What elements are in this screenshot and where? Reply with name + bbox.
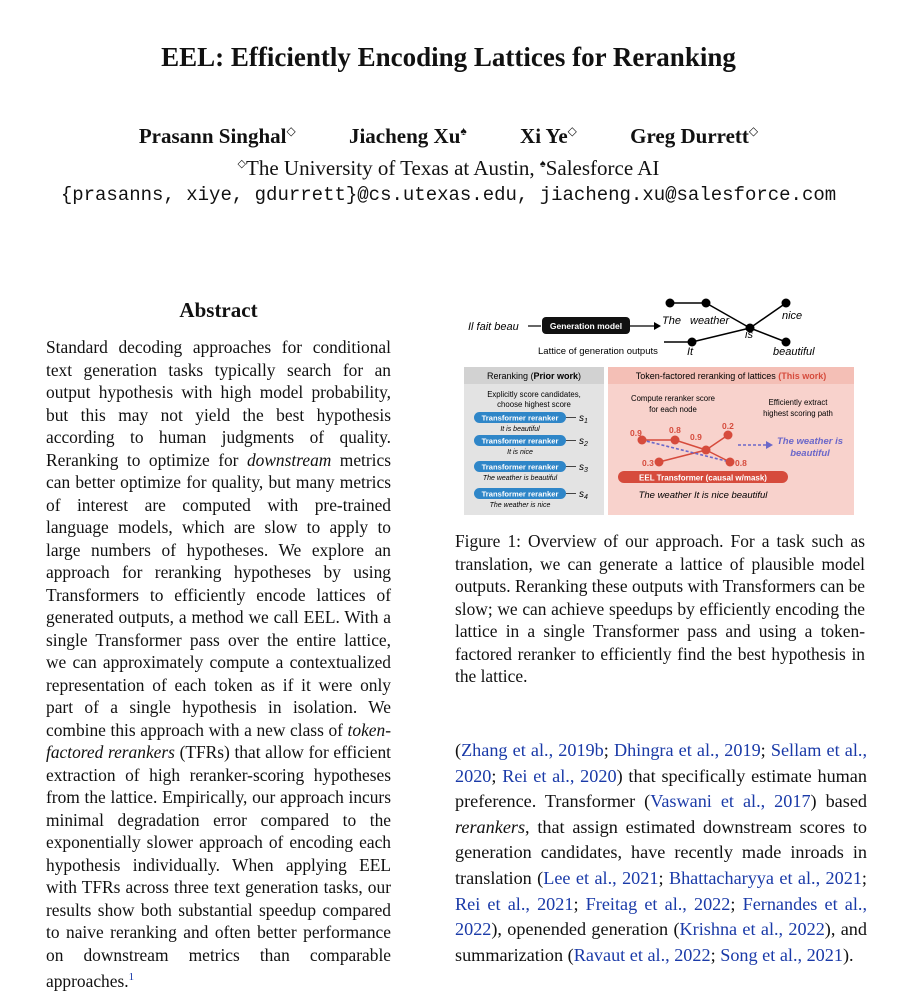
eel-transformer-label: EEL Transformer (causal w/mask)	[639, 473, 767, 483]
svg-text:Transformer reranker: Transformer reranker	[481, 489, 559, 499]
lattice-word: It	[687, 346, 694, 358]
citation-link[interactable]: Rei et al., 2021	[455, 893, 574, 914]
input-sentence: Il fait beau	[468, 321, 519, 333]
node-score: 0.8	[735, 458, 747, 468]
citation-link[interactable]: Ravaut et al., 2022	[573, 944, 711, 965]
author: Jiacheng Xu♠	[348, 124, 467, 148]
paper-title: EEL: Efficiently Encoding Lattices for Reranking	[161, 42, 736, 72]
node-score: 0.8	[669, 425, 681, 435]
lattice-label: Lattice of generation outputs	[538, 346, 658, 357]
svg-text:It is nice: It is nice	[507, 449, 533, 456]
citation-link[interactable]: Freitag et al., 2022	[585, 893, 731, 914]
prior-work-desc: Explicitly score candidates,	[487, 390, 581, 399]
this-work-header: Token-factored reranking of lattices (This work)	[635, 371, 827, 381]
affiliations: ◇The University of Texas at Austin, ♠Salesforce AI	[237, 156, 660, 180]
svg-text:The weather is nice: The weather is nice	[489, 502, 551, 509]
svg-text:Transformer reranker: Transformer reranker	[481, 462, 559, 472]
prior-work-desc: choose highest score	[497, 400, 571, 409]
citation-link[interactable]: Dhingra et al., 2019	[613, 740, 761, 760]
prior-work-header: Reranking (Prior work)	[486, 371, 582, 381]
citation-link[interactable]: Sellam et al., 2020	[455, 740, 867, 786]
generation-model-label: Generation model	[549, 321, 623, 331]
svg-text:Transformer reranker: Transformer reranker	[481, 436, 559, 446]
abstract-text: Standard decoding approaches for conditional text generation tasks typically search for an output hypothesis with high model probability, but this may not yield the best hypothesis according to human judgments of quality. Reranking to optimize for downstream metrics can better optimize for quality, but many metrics of interest are computed with pre-trained language models, which are slow to apply to large numbers of hypotheses. We explore an approach for reranking hypotheses by using Transformers to efficiently encode lattices of generated outputs, a method we call EEL. With a single Transformer pass over the entire lattice, we can approximately compute a contextualized representation of each token as if it were only part of a single hypothesis in isolation. We combine this approach with a new class of token-factored rerankers (TFRs) that allow for efficient extraction of high reranker-scoring hypotheses from the lattice. Empirically, our approach incurs minimal degradation error compared to the exponentially slower approach of encoding each hypothesis individually. When applying EEL with TFRs across three text generation tasks, our results show both substantial speedup compared to naive reranking and often better performance on downstream metrics than comparable approaches.$^1$	[46, 337, 391, 991]
flattened-lattice: The weather It is nice beautiful	[638, 490, 768, 501]
citation-link[interactable]: Fernandes et al., 2022	[455, 893, 867, 940]
citation-link[interactable]: Rei et al., 2020	[502, 765, 617, 786]
footnote-link[interactable]: 1	[128, 971, 135, 983]
citation-link[interactable]: Krishna et al., 2022	[679, 919, 825, 940]
svg-text:s4: $s_4$	[579, 489, 588, 501]
citation-link[interactable]: Lee et al., 2021	[543, 867, 659, 888]
this-work-desc: highest scoring path	[763, 409, 833, 418]
node-score: 0.9	[630, 428, 642, 438]
lattice-word: is	[745, 329, 753, 341]
lattice-word: nice	[782, 310, 803, 322]
svg-text:It is beautiful: It is beautiful	[500, 426, 540, 433]
citation-link[interactable]: Song et al., 2021	[720, 944, 843, 965]
svg-text:s1: $s_1$	[579, 413, 588, 425]
author: Greg Durrett◇	[630, 124, 759, 148]
this-work-desc: for each node	[649, 405, 697, 414]
this-work-desc: Compute reranker score	[630, 394, 716, 403]
this-work-desc: Efficiently extract	[768, 398, 828, 407]
figure-caption: Figure 1: Overview of our approach. For a task such as translation, we can generate a lattice of plausible model outputs. Reranking these outputs with Transformers can be slow; we can achieve speedups by efficiently encoding the lattice in a single Transformer pass and using a token-factored reranker to efficiently find the best hypothesis in the lattice.	[455, 531, 865, 686]
svg-text:s3: $s_3$	[579, 462, 588, 474]
best-path-text: beautiful	[790, 448, 830, 459]
lattice-word: weather	[690, 315, 730, 327]
svg-text:Transformer reranker: Transformer reranker	[481, 413, 559, 423]
svg-text:s2: $s_2$	[579, 436, 588, 448]
node-score: 0.2	[722, 421, 734, 431]
node-score: 0.3	[642, 458, 654, 468]
arrowhead	[654, 322, 661, 330]
author: Xi Ye◇	[520, 124, 577, 148]
author-list	[0, 124, 897, 149]
svg-text:The weather is beautiful: The weather is beautiful	[482, 475, 558, 482]
citation-link[interactable]: Bhattacharyya et al., 2021	[668, 867, 862, 888]
body-paragraph: (Zhang et al., 2019b; Dhingra et al., 2019; Sellam et al., 2020; Rei et al., 2020) that specifically estimate human preference. Transformer (Vaswani et al., 2017) based rerankers, that assign estimated downstream scores to generation candidates, have recently made inroads in translation (Lee et al., 2021; Bhattacharyya et al., 2021; Rei et al., 2021; Freitag et al., 2022; Fernandes et al., 2022), openended generation (Krishna et al., 2022), and summarization (Ravaut et al., 2022; Song et al., 2021).	[455, 740, 868, 965]
citation-link[interactable]: Vaswani et al., 2017	[650, 791, 811, 812]
author: Prasann Singhal◇	[138, 124, 296, 148]
lattice-word: The	[662, 315, 681, 327]
best-path-text: The weather is	[777, 436, 843, 447]
abstract-heading: Abstract	[179, 298, 258, 322]
node-score: 0.9	[690, 432, 702, 442]
figure-1	[458, 290, 868, 520]
lattice-word: beautiful	[773, 346, 815, 358]
citation-link[interactable]: Zhang et al., 2019b	[461, 740, 604, 760]
author-emails: {prasanns, xiye, gdurrett}@cs.utexas.edu, jiacheng.xu@salesforce.com	[60, 184, 837, 206]
